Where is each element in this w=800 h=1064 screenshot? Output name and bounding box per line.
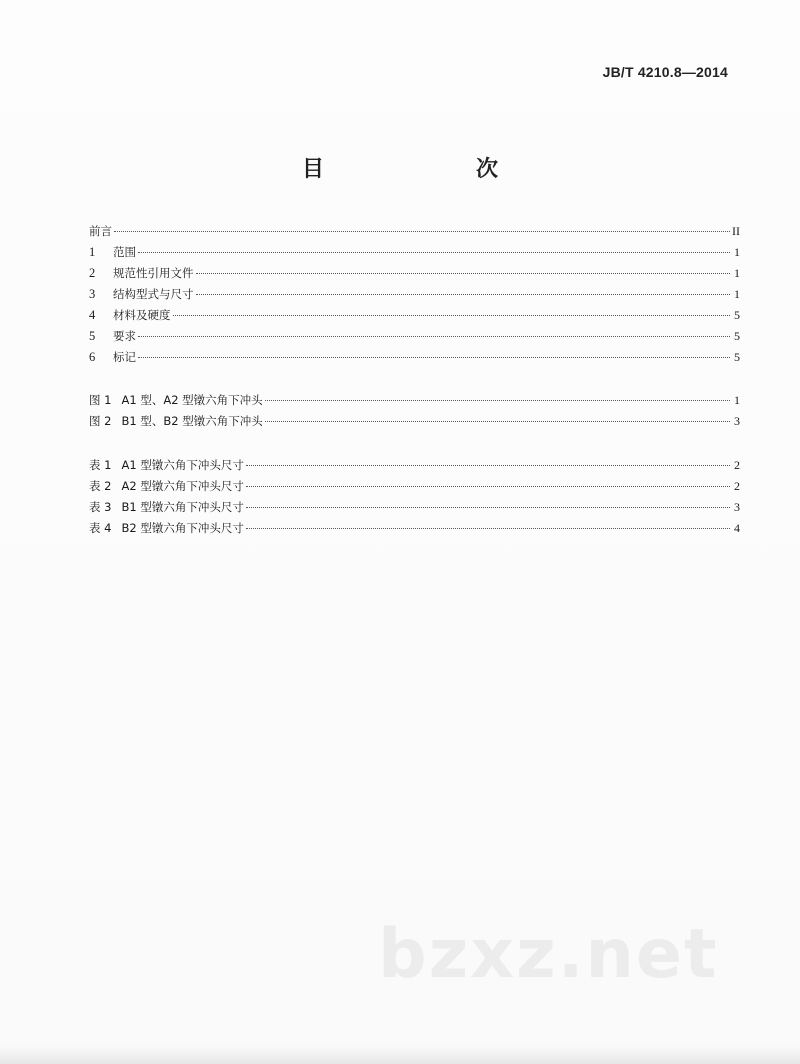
toc-entry-page: 5 (734, 350, 740, 364)
toc-entry-page: 1 (734, 266, 740, 280)
toc-entry-number: 表 4 (89, 521, 112, 535)
toc-entry-label: 结构型式与尺寸 (113, 287, 194, 301)
toc-entry-page: 2 (734, 479, 740, 493)
toc-entry-materials-hardness[interactable] (89, 305, 740, 326)
toc-leader-dots (138, 252, 730, 253)
toc-entry-page: 2 (734, 458, 740, 472)
toc-leader-dots (246, 528, 730, 529)
toc-entry-table[interactable] (89, 518, 740, 539)
toc-leader-dots (196, 294, 731, 295)
toc-entry-normative-references[interactable] (89, 263, 740, 284)
toc-leader-dots (196, 273, 731, 274)
toc-entry-foreword[interactable] (89, 221, 740, 242)
toc-entry-number: 表 2 (89, 479, 112, 493)
toc-entry-number: 3 (89, 287, 96, 301)
toc-leader-dots (265, 421, 730, 422)
toc-entry-page: 1 (734, 287, 740, 301)
toc-entry-number: 表 3 (89, 500, 112, 514)
toc-entry-page: 3 (734, 414, 740, 428)
toc-entry-page: 1 (734, 393, 740, 407)
toc-entry-page: II (732, 224, 740, 238)
toc-entry-page: 1 (734, 245, 740, 259)
toc-entry-number: 1 (89, 245, 96, 259)
toc-entry-label: A1 型镦六角下冲头尺寸 (121, 458, 244, 472)
toc-entry-label: B1 型、B2 型镦六角下冲头 (121, 414, 263, 428)
toc-entry-label: B1 型镦六角下冲头尺寸 (121, 500, 244, 514)
toc-tables (89, 455, 740, 539)
toc-entry-label: 前言 (89, 224, 112, 238)
toc-sections (89, 221, 740, 368)
toc-entry-label: A2 型镦六角下冲头尺寸 (121, 479, 244, 493)
toc-leader-dots (246, 507, 730, 508)
toc-figures (89, 390, 740, 432)
toc-entry-page: 3 (734, 500, 740, 514)
toc-entry-structure-dimensions[interactable] (89, 284, 740, 305)
toc-entry-number: 4 (89, 308, 96, 322)
page-bottom-edge (0, 1046, 800, 1064)
toc-leader-dots (246, 465, 730, 466)
toc-entry-table[interactable] (89, 455, 740, 476)
toc-entry-number: 2 (89, 266, 96, 280)
toc-entry-table[interactable] (89, 476, 740, 497)
toc-entry-table[interactable] (89, 497, 740, 518)
toc-entry-number: 图 1 (89, 393, 112, 407)
toc-entry-number: 表 1 (89, 458, 112, 472)
toc-leader-dots (173, 315, 731, 316)
watermark: bzxz.net (378, 915, 719, 994)
toc-entry-scope[interactable] (89, 242, 740, 263)
toc-entry-page: 5 (734, 308, 740, 322)
toc-title: 目 次 (301, 157, 534, 182)
standard-code: JB/T 4210.8—2014 (602, 64, 728, 80)
toc-entry-label: A1 型、A2 型镦六角下冲头 (121, 393, 263, 407)
toc-entry-page: 5 (734, 329, 740, 343)
toc-entry-number: 图 2 (89, 414, 112, 428)
toc-entry-label: 标记 (113, 350, 136, 364)
toc-entry-label: 材料及硬度 (113, 308, 171, 322)
toc-entry-figure[interactable] (89, 390, 740, 411)
toc-entry-number: 5 (89, 329, 96, 343)
toc-entry-label: 规范性引用文件 (113, 266, 194, 280)
toc-entry-number: 6 (89, 350, 96, 364)
toc-leader-dots (138, 336, 730, 337)
toc-entry-label: B2 型镦六角下冲头尺寸 (121, 521, 244, 535)
toc-entry-page: 4 (734, 521, 740, 535)
toc-leader-dots (114, 231, 730, 232)
toc-leader-dots (246, 486, 730, 487)
toc-entry-marking[interactable] (89, 347, 740, 368)
toc-entry-label: 要求 (113, 329, 136, 343)
toc-entry-figure[interactable] (89, 411, 740, 432)
toc-entry-requirements[interactable] (89, 326, 740, 347)
toc-leader-dots (265, 400, 730, 401)
toc-entry-label: 范围 (113, 245, 136, 259)
toc-leader-dots (138, 357, 730, 358)
